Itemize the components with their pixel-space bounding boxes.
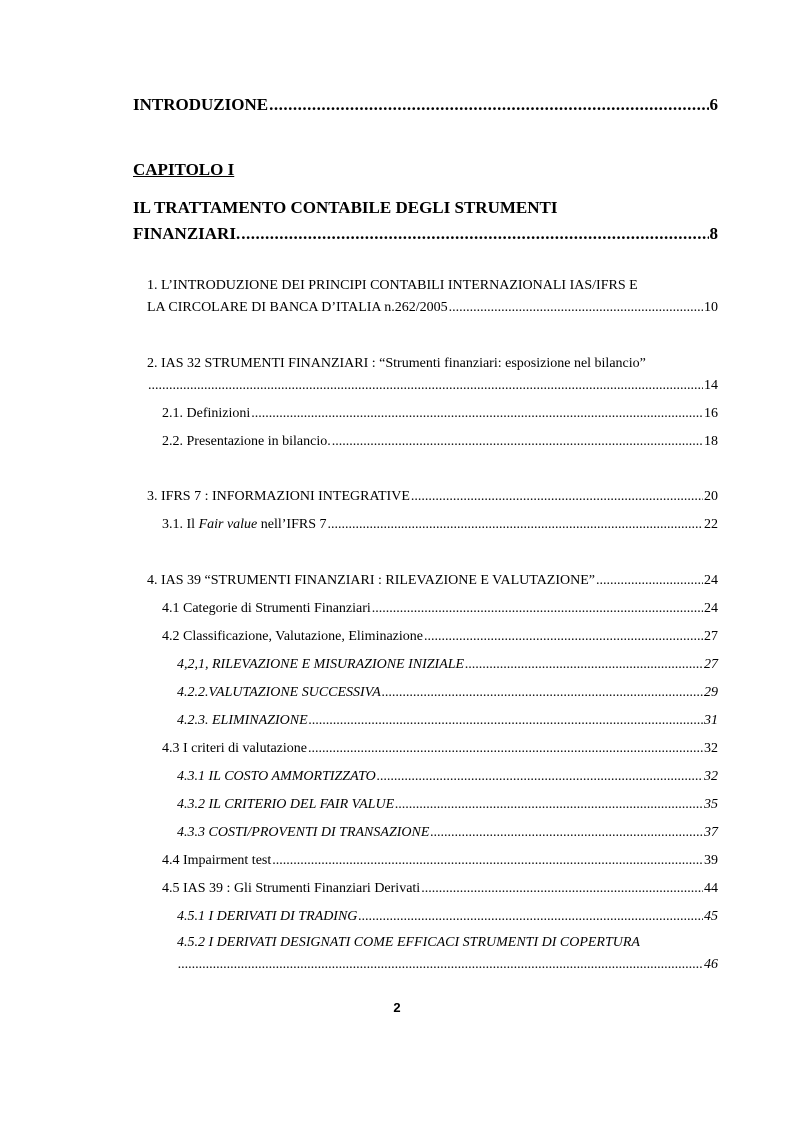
toc-entry-2-2[interactable] [162, 434, 718, 450]
toc-entry-title: 4.1 Categorie di Strumenti Finanziari [162, 601, 371, 616]
page-number: 2 [393, 1000, 401, 1015]
dot-leader [424, 629, 703, 645]
toc-entry-4-4[interactable] [162, 853, 718, 869]
toc-entry-title: INTRODUZIONE [133, 95, 269, 114]
toc-entry-page: 18 [704, 434, 718, 449]
toc-entry-2-1[interactable] [162, 406, 718, 422]
dot-leader [148, 378, 703, 394]
toc-entry-page: 14 [704, 378, 718, 393]
toc-entry-4-5-2-line1: 4.5.2 I DERIVATI DESIGNATI COME EFFICACI STRUMENTI DI COPERTURA [177, 935, 640, 950]
toc-entry-title: 4.2 Classificazione, Valutazione, Eliminazione [162, 629, 423, 644]
dot-leader [395, 797, 703, 813]
toc-entry-page: 22 [704, 517, 718, 532]
toc-entry-page: 37 [704, 825, 718, 840]
toc-entry-page: 24 [704, 573, 718, 588]
chapter-title-line1: IL TRATTAMENTO CONTABILE DEGLI STRUMENTI [133, 198, 558, 217]
toc-entry-4-2-1[interactable] [177, 657, 718, 673]
toc-entry-3-1[interactable] [162, 517, 718, 533]
toc-entry-4-2-2[interactable] [177, 685, 718, 701]
chapter-label: CAPITOLO I [133, 160, 235, 179]
toc-entry-page: 29 [704, 685, 718, 700]
toc-entry-title: FINANZIARI. [133, 224, 241, 243]
dot-leader [377, 769, 703, 785]
toc-entry-1[interactable] [147, 300, 718, 316]
toc-entry-3[interactable] [147, 489, 718, 505]
toc-entry-introduzione[interactable] [133, 95, 718, 115]
toc-entry-title: 4.5 IAS 39 : Gli Strumenti Finanziari Derivati [162, 881, 421, 896]
dot-leader [308, 741, 703, 757]
toc-entry-4-5-1[interactable] [177, 909, 718, 925]
dot-leader [272, 853, 703, 869]
dot-leader [332, 434, 703, 450]
dot-leader [372, 601, 703, 617]
toc-entry-title-post: nell’IFRS 7 [257, 517, 327, 532]
toc-entry-title-italic: Fair value [198, 517, 258, 532]
dot-leader [449, 300, 703, 316]
toc-entry-title: 2.2. Presentazione in bilancio. [162, 434, 331, 449]
toc-entry-page: 20 [704, 489, 718, 504]
toc-entry-title: 3. IFRS 7 : INFORMAZIONI INTEGRATIVE [147, 489, 410, 504]
toc-entry-title: 4.3 I criteri di valutazione [162, 741, 307, 756]
toc-entry-page: 16 [704, 406, 718, 421]
toc-entry-title: 4,2,1, RILEVAZIONE E MISURAZIONE INIZIALE [177, 657, 465, 672]
dot-leader [178, 957, 703, 973]
toc-entry-page: 46 [704, 957, 718, 972]
toc-entry-page: 32 [704, 741, 718, 756]
toc-entry-4-3[interactable] [162, 741, 718, 757]
toc-entry-4-1[interactable] [162, 601, 718, 617]
toc-entry-title: 4. IAS 39 “STRUMENTI FINANZIARI : RILEVAZIONE E VALUTAZIONE” [147, 573, 595, 588]
toc-entry-title: 2.1. Definizioni [162, 406, 251, 421]
toc-entry-4-5-2[interactable] [177, 957, 718, 973]
toc-entry-4-2[interactable] [162, 629, 718, 645]
toc-entry-4-2-3[interactable] [177, 713, 718, 729]
dot-leader [430, 825, 703, 841]
toc-entry-title: 4.5.1 I DERIVATI DI TRADING [177, 909, 358, 924]
dot-leader [465, 657, 703, 673]
toc-entry-title: 4.3.2 IL CRITERIO DEL FAIR VALUE [177, 797, 395, 812]
toc-entry-2[interactable] [147, 378, 718, 394]
toc-entry-page: 45 [704, 909, 718, 924]
toc-entry-title [162, 517, 327, 533]
toc-entry-4-3-3[interactable] [177, 825, 718, 841]
toc-entry-page: 6 [709, 95, 718, 114]
toc-entry-page: 8 [709, 224, 718, 243]
toc-entry-title-pre: 3.1. Il [162, 517, 199, 532]
toc-entry-1-line1: 1. L’INTRODUZIONE DEI PRINCIPI CONTABILI INTERNAZIONALI IAS/IFRS E [147, 278, 638, 293]
toc-entry-page: 31 [704, 713, 718, 728]
toc-entry-title: 4.2.3. ELIMINAZIONE [177, 713, 308, 728]
dot-leader [421, 881, 703, 897]
toc-entry-title: 4.3.3 COSTI/PROVENTI DI TRANSAZIONE [177, 825, 430, 840]
toc-entry-chapter-1[interactable] [133, 224, 718, 244]
toc-entry-page: 24 [704, 601, 718, 616]
dot-leader [309, 713, 703, 729]
dot-leader [241, 224, 708, 244]
toc-entry-page: 32 [704, 769, 718, 784]
toc-entry-title: 4.3.1 IL COSTO AMMORTIZZATO [177, 769, 376, 784]
dot-leader [328, 517, 703, 533]
toc-entry-page: 39 [704, 853, 718, 868]
toc-entry-page: 10 [704, 300, 718, 315]
toc-entry-4[interactable] [147, 573, 718, 589]
toc-entry-4-5[interactable] [162, 881, 718, 897]
dot-leader [411, 489, 703, 505]
toc-entry-title: 4.2.2.VALUTAZIONE SUCCESSIVA [177, 685, 381, 700]
toc-entry-4-3-1[interactable] [177, 769, 718, 785]
toc-entry-page: 35 [704, 797, 718, 812]
dot-leader [596, 573, 703, 589]
dot-leader [269, 95, 708, 115]
dot-leader [251, 406, 703, 422]
toc-entry-page: 27 [704, 629, 718, 644]
toc-entry-title: LA CIRCOLARE DI BANCA D’ITALIA n.262/2005 [147, 300, 448, 315]
dot-leader [382, 685, 703, 701]
toc-entry-page: 27 [704, 657, 718, 672]
toc-entry-page: 44 [704, 881, 718, 896]
toc-entry-2-line1: 2. IAS 32 STRUMENTI FINANZIARI : “Strumenti finanziari: esposizione nel bilancio” [147, 356, 646, 371]
toc-entry-4-3-2[interactable] [177, 797, 718, 813]
toc-entry-title: 4.4 Impairment test [162, 853, 272, 868]
dot-leader [358, 909, 703, 925]
